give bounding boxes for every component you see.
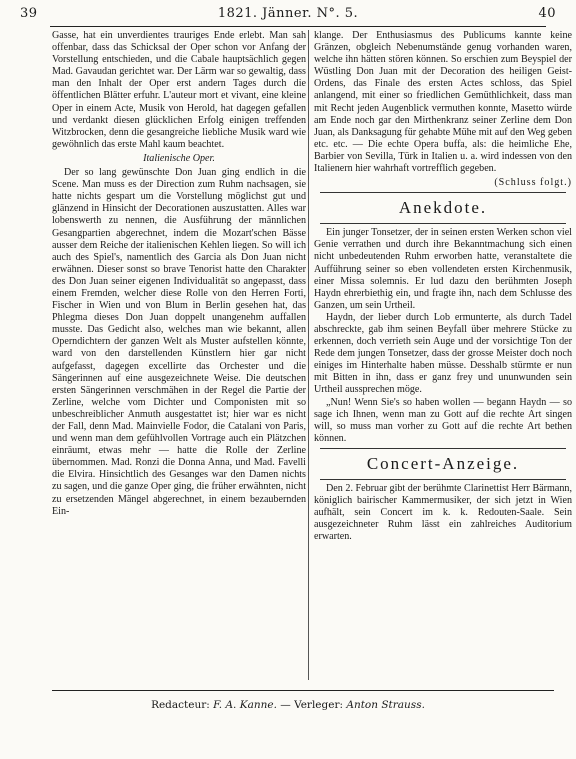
section-rule (320, 448, 566, 449)
concert-heading: Concert-Anzeige. (366, 453, 520, 473)
section-rule (320, 479, 566, 480)
section-rule (320, 192, 566, 193)
issue-title: 1821. Jänner. N°. 5. (217, 6, 359, 21)
page-header (20, 6, 556, 26)
imprint-footer (0, 699, 576, 711)
continuation-note: (Schluss folgt.) (494, 177, 572, 189)
header-rule (50, 26, 546, 27)
left-column (52, 30, 306, 680)
opera-report-paragraph: Gasse, hat ein unverdientes trauriges Ende erlebt. Man sah offenbar, dass das Schicksal der Oper schon vor Anfang der Vorstellung entschieden, und die Cabale hauptsächlich gegen Mad. Gavaudan gerichtet war. Der Lärm war so gewaltig, dass man den Inhalt der Oper erst andern Tages durch die öffentlichen Blätter erfuhr. L'auteur mort et vivant, eine kleine Oper in einem Acte, Musik von Herold, hat dagegen gefallen und verdankt diesen glücklichen Erfolg einigen treffenden Witzbrocken, denn die gesangreiche liebliche Musik ward wie gewöhnlich das erste Mahl kaum beachtet. (52, 30, 306, 150)
publisher-label: Verleger: (294, 699, 344, 711)
footer-rule (52, 690, 554, 691)
right-column (314, 30, 572, 680)
don-juan-paragraph: Der so lang gewünschte Don Juan ging endlich in die Scene. Man muss es der Direction zum Ruhm nachsagen, sie hatte nichts gespart um die Vorstellung möglichst gut und glänzend in Hinsicht der Decorationen auszustatten. Alles war lobenswerth zu nennen, die Ausführung der männlichen Gesangpartien abgerechnet, indem die Mozart'schen Bässe ausser dem Reiche der italienischen Kehlen liegen. So will ich auch des Spiel's, namentlich des Garcia als Don Juan nicht erwähnen. Dieser sonst so brave Tenorist hatte den Charakter des Don Juan seiner eigenen Individualität so angepasst, dass einem Fremden, welcher diese Rolle von den Herren Forti, Fischer in Wien und von Blum in Berlin gesehen hat, das Phlegma dieses Don Juan doppelt unangenehm auffallen musste. Das Gedicht also, welches man wie bekannt, allen Operndichtern der ganzen Welt als Muster aufstellen könnte, ward von den darstellenden Künstlern hier gar nicht aufgefasst, dagegen excellirte das Orchester und die Sängerinnen auf eine ausgezeichnete Weise. Die deutschen ersten Sängerinnen verschmähen in der Regel die Partie der Zerline, welche vom Dichter und Componisten mit so unbeschreiblicher Anmuth ausgestattet ist; hier war es nicht der Fall, denn Mad. Mainvielle Fodor, die Catalani von Paris, und wenn man dem gefühlvollen Vortrage auch ein Plätzchen einräumt, etwas mehr — hatte die Rolle der Zerline übernommen. Mad. Ronzi die Donna Anna, und Mad. Favelli die Elvira. Hinsichtlich des Gesanges war den Damen nichts zu sagen, und die ganze Oper ging, die früher erwähnten, nicht zu ersetzenden Mängel abgerechnet, in einem bezaubernden Ein- (52, 167, 306, 517)
page-number-left: 39 (20, 6, 38, 21)
editor-label: Redacteur: (151, 699, 210, 711)
column-divider (308, 30, 309, 680)
footer-separator: — (276, 699, 295, 711)
anecdote-paragraph-3: „Nun! Wenn Sie's so haben wollen — begann Haydn — so sage ich Ihnen, wenn man zu Gott auf die rechte Art singen will, so muss man vorher zu Gott auf die rechte Art bethen können. (314, 396, 572, 444)
editor-name: F. A. Kanne. (213, 699, 277, 711)
anecdote-paragraph-1: Ein junger Tonsetzer, der in seinen ersten Werken schon viel Genie verrathen und durch ihre Bekanntmachung sich einen nicht unbedeutenden Ruhm erworben hatte, veranstaltete die Aufführung seiner so eben vollendeten ersten Kirchenmusik, einer Missa solemnis. Er lud dazu den berühmten Joseph Haydn ehrerbiethig ein, und fragte ihn, nach dem Schlusse des Ganzen, um sein Urtheil. (314, 227, 572, 311)
page-number-right: 40 (538, 6, 556, 21)
anecdote-heading: Anekdote. (398, 198, 488, 218)
don-juan-continuation: klange. Der Enthusiasmus des Publicums kannte keine Gränzen, obgleich Nebenumstände genug vorhanden waren, welche ihn hätten stören können. So erschien zum Beyspiel der Wüstling Don Juan mit der Decoration des heiligen Geist-Ordens, das Finale des ersten Actes schloss, das Spiel anlangend, mit einer so friedlichen Gemüthlichkeit, dass man mit Recht jeden Augenblick vermuthen konnte, Masetto würde am Ende noch gar den Mirthenkranz seiner Zerline dem Don Juan, als Danksagung für gehabte Mühe mit auf den Weg geben etc. etc. — Die echte Opera buffa, als: die heimliche Ehe, Barbier von Sevilla, Türk in Italien u. a. wird indessen von den Italienern hier wahrhaft vortrefflich gegeben. (314, 30, 572, 175)
concert-paragraph: Den 2. Februar gibt der berühmte Clarinettist Herr Bärmann, königlich bairischer Kammermusiker, der sich jetzt in Wien aufhält, sein Concert im k. k. Redouten-Saale. Sein ausgezeichneter Ruhm lässt ein zahlreiches Auditorium erwarten. (314, 482, 572, 543)
italian-opera-subheading: Italienische Oper. (143, 152, 215, 164)
section-rule (320, 223, 566, 224)
publisher-name: Anton Strauss. (346, 699, 425, 711)
anecdote-paragraph-2: Haydn, der lieber durch Lob ermunterte, als durch Tadel abschreckte, gab ihm seinen Beyfall über mehrere Stücke zu erkennen, doch verrieth sein Auge und der vorsichtige Ton der Rede dem jungen Tonsetzer, dass der grosse Meister doch noch einiges im Hinterhalte haben müsse. Desshalb stürmte er nun mit Bitten in ihn, dass er ganz frey und ununwunden sein Urtheil aussprechen möge. (314, 311, 572, 396)
